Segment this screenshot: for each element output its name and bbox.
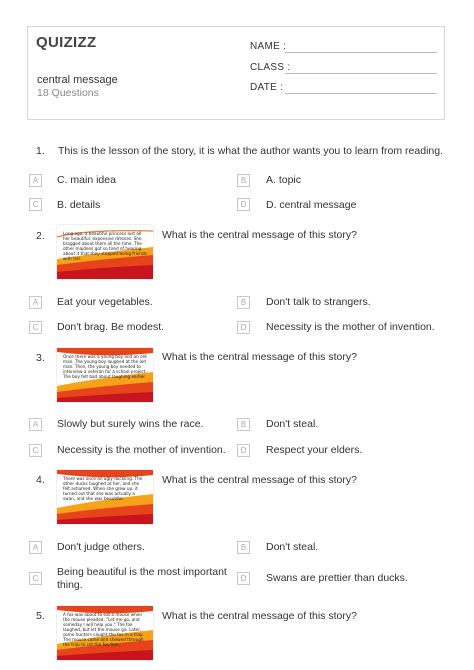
story-text: Once there was a young boy and an old man. The young boy laughed at the old man. Then, the young boy needed to interview a veteran for a school project. The boy felt bad about laughing earlier. <box>63 354 147 379</box>
option-text: Swans are prettier than ducks. <box>266 572 408 584</box>
option-box[interactable]: B <box>237 296 250 309</box>
option-text: Necessity is the mother of invention. <box>266 321 435 333</box>
option-text: Being beautiful is the most important thing. <box>57 566 227 591</box>
story-text: Long ago, a beautiful princess lost all her beautiful, expensive dresses. She bragged about them all the time. The other maidens got so tired of hearing about it that they stopped being friends with her. <box>63 231 147 261</box>
option-text: Respect your elders. <box>266 444 363 456</box>
story-image <box>57 470 153 524</box>
option-text: D. central message <box>266 199 357 211</box>
option-text: Don't steal. <box>266 541 319 553</box>
option-box[interactable]: B <box>237 174 250 187</box>
option-box[interactable]: D <box>237 572 250 585</box>
option-text: Slowly but surely wins the race. <box>57 418 204 430</box>
class-label: CLASS : <box>250 62 291 73</box>
name-label: NAME : <box>250 41 287 52</box>
question-text: What is the central message of this story? <box>162 610 357 622</box>
option-text: Eat your vegetables. <box>57 296 153 308</box>
option-box[interactable]: C <box>29 444 42 457</box>
option-box[interactable]: A <box>29 296 42 309</box>
option-text: C. main idea <box>57 174 116 186</box>
option-box[interactable]: D <box>237 321 250 334</box>
class-line[interactable] <box>285 73 437 74</box>
date-line[interactable] <box>285 93 437 94</box>
question-text: What is the central message of this story? <box>162 474 357 486</box>
question-number: 3. <box>36 352 45 364</box>
option-box[interactable]: A <box>29 174 42 187</box>
option-text: B. details <box>57 199 101 211</box>
option-text: Necessity is the mother of invention. <box>57 444 226 456</box>
option-text: Don't steal. <box>266 418 319 430</box>
option-box[interactable]: B <box>237 418 250 431</box>
story-image <box>57 225 153 279</box>
worksheet-title: central message <box>37 74 118 86</box>
story-image <box>57 348 153 402</box>
option-text: Don't brag. Be modest. <box>57 321 165 333</box>
option-box[interactable]: D <box>237 444 250 457</box>
question-count: 18 Questions <box>37 87 99 99</box>
story-text: There was once an ugly duckling. The other ducks laughed at her, and she felt ashamed. When she grew up, it turned out that she was actually a swan, and she was beautiful. <box>63 476 143 501</box>
name-line[interactable] <box>285 52 437 53</box>
story-text: A fox was about to eat a mouse when the mouse pleaded, "Let me go, and someday I will help you." The fox laughed, but let the mouse go. Later, some hunters caught the fox in a trap. The mouse came and chewed through the trap to set the fox free. <box>63 612 144 647</box>
option-box[interactable]: C <box>29 572 42 585</box>
option-box[interactable]: C <box>29 198 42 211</box>
question-text: What is the central message of this story? <box>162 229 357 241</box>
option-text: Don't talk to strangers. <box>266 296 371 308</box>
quizizz-logo: QUIZIZZ <box>36 34 97 51</box>
story-image <box>57 606 153 660</box>
option-text: A. topic <box>266 174 302 186</box>
question-text: What is the central message of this story? <box>162 351 357 363</box>
option-box[interactable]: A <box>29 418 42 431</box>
option-text: Don't judge others. <box>57 541 145 553</box>
question-number: 5. <box>36 610 45 622</box>
question-number: 1. <box>36 145 45 157</box>
date-label: DATE : <box>250 82 284 93</box>
question-number: 4. <box>36 474 45 486</box>
option-box[interactable]: D <box>237 198 250 211</box>
option-box[interactable]: C <box>29 321 42 334</box>
option-box[interactable]: A <box>29 541 42 554</box>
question-number: 2. <box>36 230 45 242</box>
option-box[interactable]: B <box>237 541 250 554</box>
question-text: This is the lesson of the story, it is what the author wants you to learn from reading. <box>58 145 443 157</box>
